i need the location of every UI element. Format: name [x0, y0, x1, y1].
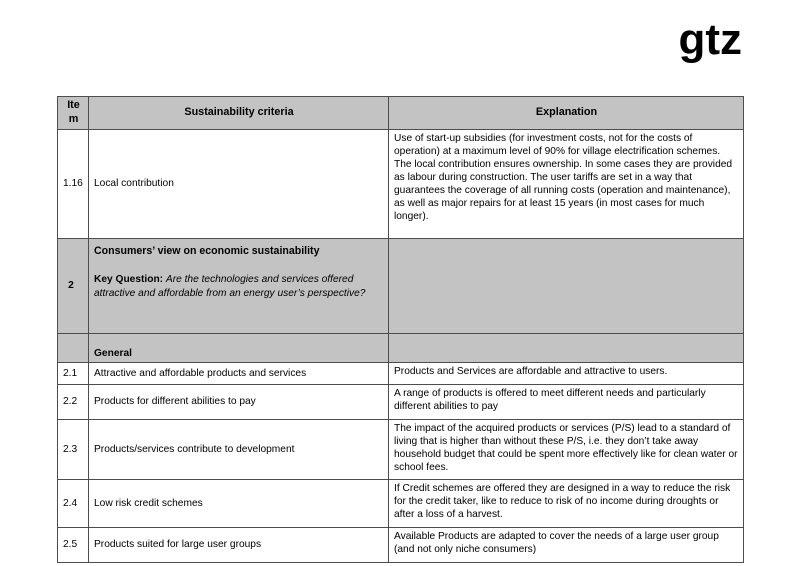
- section-title: Consumers’ view on economic sustainability: [94, 244, 320, 257]
- row-item-number: 2.2: [58, 384, 89, 419]
- gtz-logo: gtz: [678, 15, 742, 64]
- column-header-item: Item: [58, 97, 89, 130]
- subsection-header-row: [58, 333, 744, 362]
- subsection-label: General: [89, 333, 389, 362]
- column-header-criteria: Sustainability criteria: [89, 97, 389, 130]
- table-row: [58, 384, 744, 419]
- row-item-number: 2.1: [58, 362, 89, 384]
- section-number: 2: [58, 238, 89, 333]
- row-explanation-text: The impact of the acquired products or services (P/S) lead to a standard of living that is higher than without these P/S, i.e. they don’t take away household budget that could be spent more effectively like for clean water or school fees.: [389, 419, 744, 479]
- key-question-text: Are the technologies and services offered attractive and affordable from an energy user’s perspective?: [94, 274, 366, 299]
- row-explanation-text: Use of start-up subsidies (for investment costs, not for the costs of operation) at a maximum level of 90% for village electrification schemes. The local contribution ensures ownership. In some cases they are provided as labour during construction. The user tariffs are set in a way that guarantees the coverage of all running costs (operation and maintenance), as well as major repairs for at least 15 years (in most cases for much longer).: [389, 129, 744, 238]
- table-row: [58, 479, 744, 527]
- key-question: [94, 273, 384, 300]
- table-row: [58, 362, 744, 384]
- table-row: [58, 419, 744, 479]
- row-explanation-text: Products and Services are affordable and attractive to users.: [389, 362, 744, 384]
- row-item-number: 2.5: [58, 527, 89, 562]
- row-criteria-text: Products for different abilities to pay: [89, 384, 389, 419]
- row-item-number: 1.16: [58, 129, 89, 238]
- section-criteria-cell: [89, 238, 389, 333]
- row-criteria-text: Products suited for large user groups: [89, 527, 389, 562]
- subsection-item-cell: [58, 333, 89, 362]
- criteria-table-container: [57, 96, 743, 563]
- row-criteria-text: Products/services contribute to development: [89, 419, 389, 479]
- table-row: [58, 129, 744, 238]
- row-criteria-text: Local contribution: [89, 129, 389, 238]
- key-question-label: Key Question:: [94, 274, 164, 286]
- row-item-number: 2.3: [58, 419, 89, 479]
- row-item-number: 2.4: [58, 479, 89, 527]
- section-explanation-cell: [389, 238, 744, 333]
- row-explanation-text: If Credit schemes are offered they are designed in a way to reduce the risk for the credit taker, like to reduce to risk of no income during droughts or after a loss of a harvest.: [389, 479, 744, 527]
- row-explanation-text: Available Products are adapted to cover the needs of a large user group (and not only niche consumers): [389, 527, 744, 562]
- table-row: [58, 527, 744, 562]
- row-explanation-text: A range of products is offered to meet different needs and particularly different abilities to pay: [389, 384, 744, 419]
- row-criteria-text: Low risk credit schemes: [89, 479, 389, 527]
- column-header-explanation: Explanation: [389, 97, 744, 130]
- table-header-row: [58, 97, 744, 130]
- section-heading-row: [58, 238, 744, 333]
- row-criteria-text: Attractive and affordable products and services: [89, 362, 389, 384]
- sustainability-criteria-table: [57, 96, 744, 563]
- subsection-explanation-cell: [389, 333, 744, 362]
